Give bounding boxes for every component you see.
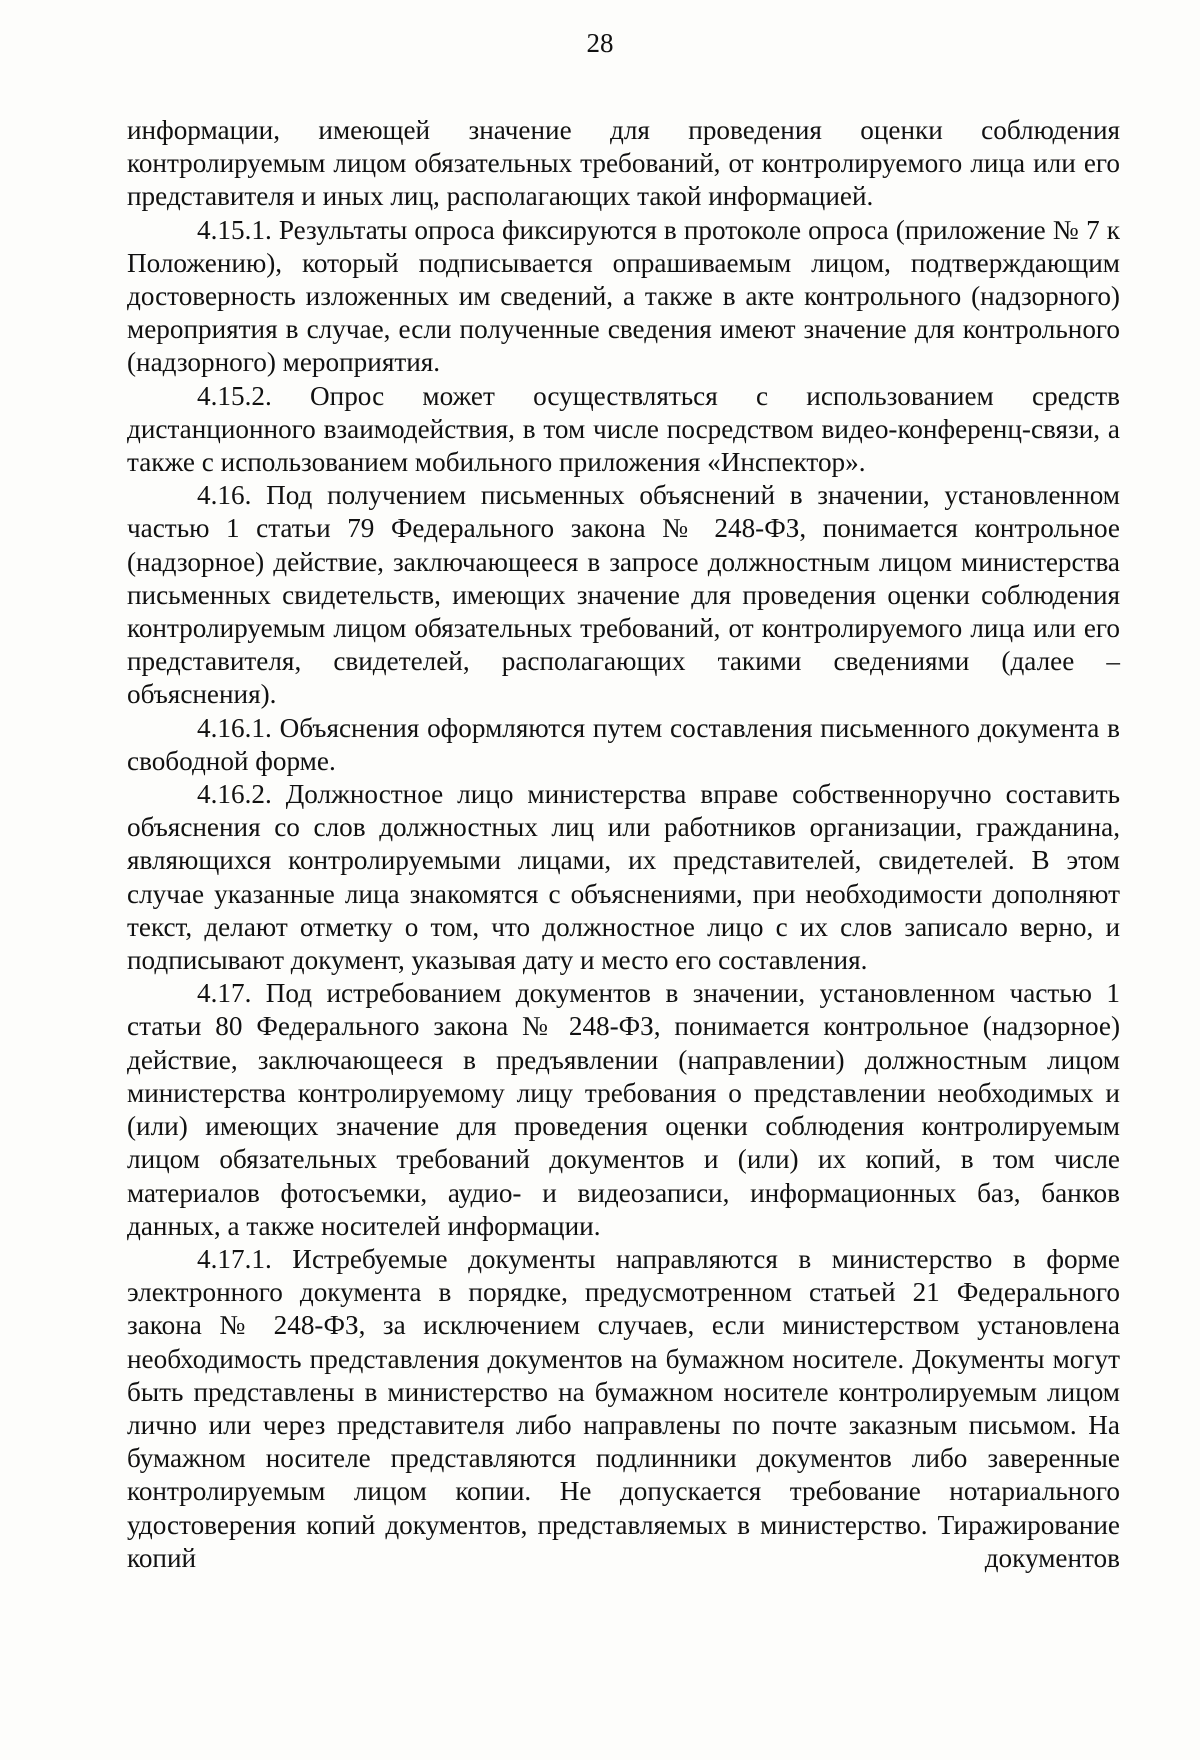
paragraph: 4.16. Под получением письменных объяснений в значении, установленном частью 1 статьи 79 Федерального закона № 248-ФЗ, понимается контрольное (надзорное) действие, заключающееся в запросе должностным лицом министерства письменных свидетельств, имеющих значение для проведения оценки соблюдения контролируемым лицом обязательных требований, от контролируемого лица или его представителя, свидетелей, располагающих такими сведениями (далее – объяснения). xyxy=(127,480,1120,710)
paragraph: 4.15.1. Результаты опроса фиксируются в протоколе опроса (приложение № 7 к Положению), который подписывается опрашиваемым лицом, подтверждающим достоверность изложенных им сведений, а также в акте контрольного (надзорного) мероприятия в случае, если полученные сведения имеют значение для контрольного (надзорного) мероприятия. xyxy=(127,214,1120,378)
page-number: 28 xyxy=(586,28,614,58)
paragraph: 4.16.2. Должностное лицо министерства вправе собственноручно составить объяснения со слов должностных лиц или работников организации, гражданина, являющихся контролируемыми лицами, их представителей, свидетелей. В этом случае указанные лица знакомятся с объяснениями, при необходимости дополняют текст, делают отметку о том, что должностное лицо с их слов записало верно, и подписывают документ, указывая дату и место его составления. xyxy=(127,779,1120,976)
paragraph: 4.16.1. Объяснения оформляются путем составления письменного документа в свободной форме. xyxy=(127,712,1120,776)
paragraph: 4.17.1. Истребуемые документы направляются в министерство в форме электронного документа в порядке, предусмотренном статьей 21 Федерального закона № 248-ФЗ, за исключением случаев, если министерством установлена необходимость представления документов на бумажном носителе. Документы могут быть представлены в министерство на бумажном носителе контролируемым лицом лично или через представителя либо направлены по почте заказным письмом. На бумажном носителе представляются подлинники документов либо заверенные контролируемым лицом копии. Не допускается требование нотариального удостоверения копий документов, представляемых в министерство. Тиражирование копий документов xyxy=(127,1243,1120,1573)
paragraph: информации, имеющей значение для проведения оценки соблюдения контролируемым лицом обязательных требований, от контролируемого лица или его представителя и иных лиц, располагающих такой информацией. xyxy=(127,115,1120,212)
paragraph: 4.15.2. Опрос может осуществляться с использованием средств дистанционного взаимодействия, в том числе посредством видео-конференц-связи, а также с использованием мобильного приложения «Инспектор». xyxy=(127,380,1120,478)
document-body xyxy=(127,114,1120,1575)
paragraph: 4.17. Под истребованием документов в значении, установленном частью 1 статьи 80 Федерального закона № 248-ФЗ, понимается контрольное (надзорное) действие, заключающееся в предъявлении (направлении) должностным лицом министерства контролируемому лицу требования о представлении необходимых и (или) имеющих значение для проведения оценки соблюдения контролируемым лицом обязательных требований документов и (или) их копий, в том числе материалов фотосъемки, аудио- и видеозаписи, информационных баз, банков данных, а также носителей информации. xyxy=(127,978,1120,1241)
